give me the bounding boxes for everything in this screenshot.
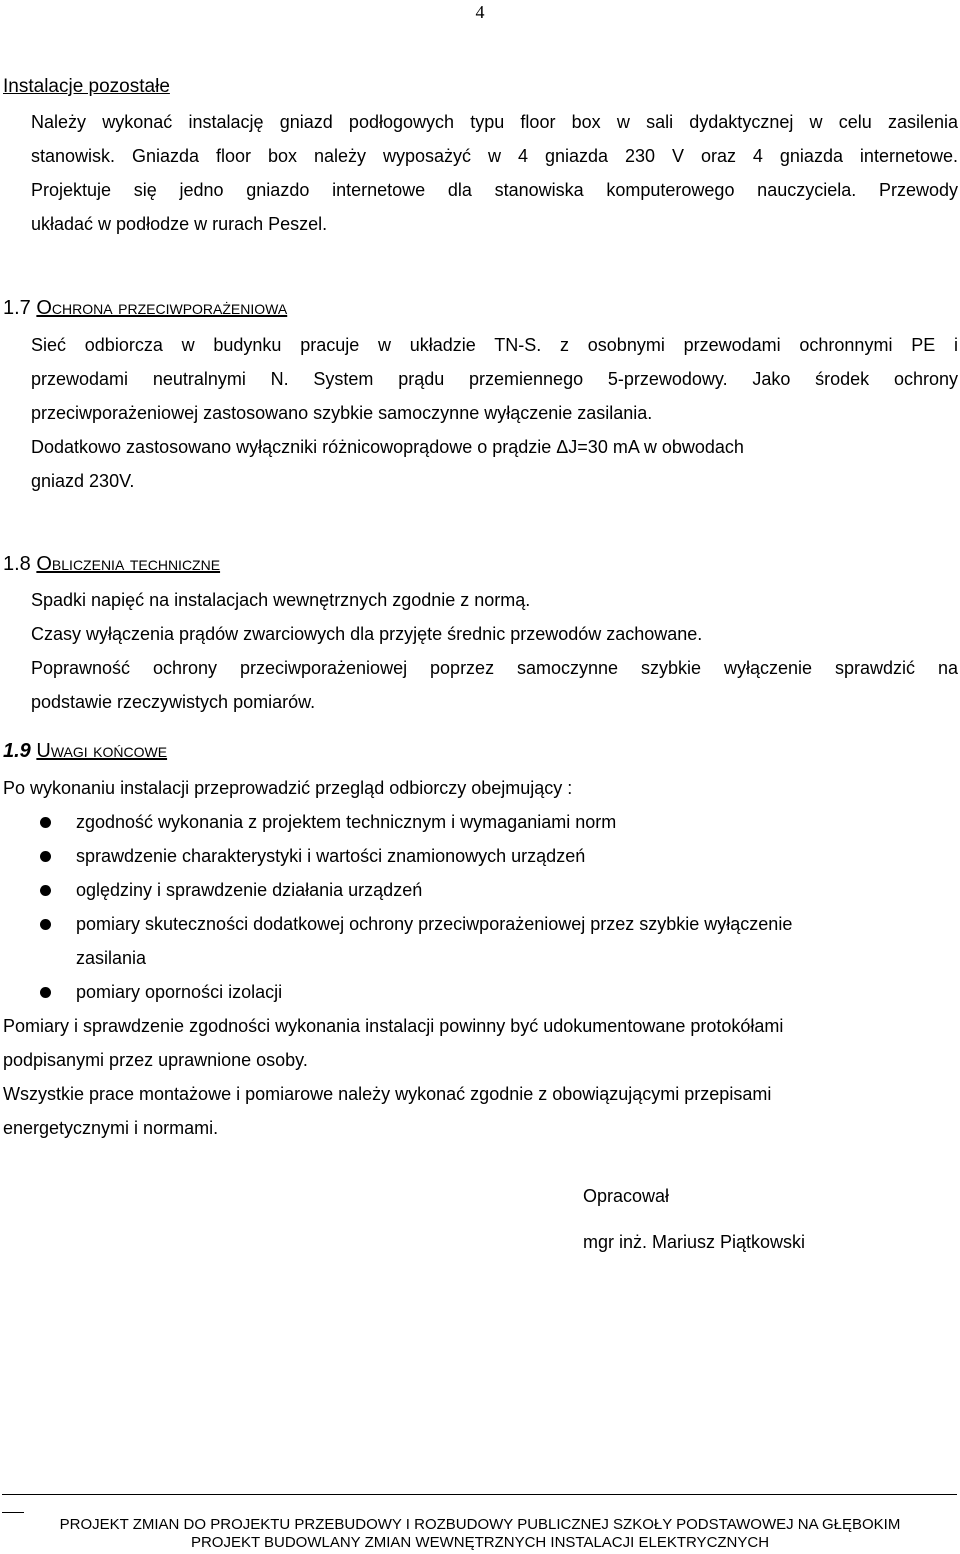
list-item-continuation: zasilania [76, 948, 147, 968]
page-number: 4 [475, 2, 485, 22]
section-heading-1-7 [3, 293, 287, 323]
paragraph-line: przewodami neutralnymi N. System prądu przemiennego 5-przewodowy. Jako środek ochrony [31, 369, 958, 389]
section-heading-1-9 [3, 736, 167, 766]
paragraph-line: podstawie rzeczywistych pomiarów. [31, 692, 316, 712]
section-title: Ochrona przeciwporażeniowa [36, 297, 288, 319]
paragraph-line: podpisanymi przez uprawnione osoby. [3, 1050, 308, 1070]
signature-label: Opracował [583, 1186, 670, 1206]
bullet-icon [40, 987, 51, 998]
paragraph-line: stanowisk. Gniazda floor box należy wyposażyć w 4 gniazda 230 V oraz 4 gniazda internetowe. [31, 146, 958, 166]
paragraph-line: Należy wykonać instalację gniazd podłogowych typu floor box w sali dydaktycznej w celu zasilenia [31, 112, 958, 132]
list-item: oględziny i sprawdzenie działania urządzeń [76, 880, 423, 900]
paragraph-line: Wszystkie prace montażowe i pomiarowe należy wykonać zgodnie z obowiązującymi przepisami [3, 1084, 772, 1104]
paragraph-line: Dodatkowo zastosowano wyłączniki różnicowoprądowe o prądzie ΔJ=30 mA w obwodach [31, 437, 744, 457]
bullet-icon [40, 919, 51, 930]
paragraph-line: Czasy wyłączenia prądów zwarciowych dla przyjęte średnic przewodów zachowane. [31, 624, 703, 644]
list-item: pomiary skuteczności dodatkowej ochrony przeciwporażeniowej przez szybkie wyłączenie [76, 914, 793, 934]
paragraph-line: Spadki napięć na instalacjach wewnętrznych zgodnie z normą. [31, 590, 531, 610]
paragraph-line: energetycznymi i normami. [3, 1118, 219, 1138]
list-item: sprawdzenie charakterystyki i wartości znamionowych urządzeń [76, 846, 586, 866]
footer-project-subtitle: PROJEKT BUDOWLANY ZMIAN WEWNĘTRZNYCH INSTALACJI ELEKTRYCZNYCH [190, 1534, 770, 1551]
footer-rule-stub [2, 1512, 24, 1513]
footer-rule [2, 1494, 957, 1495]
paragraph-line: Sieć odbiorcza w budynku pracuje w układzie TN-S. z osobnymi przewodami ochronnymi PE i [31, 335, 958, 355]
paragraph-line: gniazd 230V. [31, 471, 135, 491]
bullet-icon [40, 851, 51, 862]
list-item: zgodność wykonania z projektem technicznym i wymaganiami norm [76, 812, 617, 832]
section-title: Obliczenia techniczne [36, 553, 221, 575]
paragraph-line: Pomiary i sprawdzenie zgodności wykonania instalacji powinny być udokumentowane protokółami [3, 1016, 784, 1036]
signature-name: mgr inż. Mariusz Piątkowski [583, 1232, 806, 1252]
section-number: 1.7 [3, 297, 31, 319]
intro-line: Po wykonaniu instalacji przeprowadzić przegląd odbiorczy obejmujący : [3, 778, 573, 798]
paragraph-line: Poprawność ochrony przeciwporażeniowej poprzez samoczynne szybkie wyłączenie sprawdzić na [31, 658, 958, 678]
footer-project-title: PROJEKT ZMIAN DO PROJEKTU PRZEBUDOWY I ROZBUDOWY PUBLICZNEJ SZKOŁY PODSTAWOWEJ NA GŁĘBOKIM [59, 1516, 901, 1533]
section-number: 1.8 [3, 553, 31, 575]
section-title-other: Instalacje pozostałe [3, 76, 170, 97]
section-heading-1-8 [3, 549, 220, 579]
list-item: pomiary oporności izolacji [76, 982, 283, 1002]
section-title: Uwagi końcowe [36, 740, 168, 762]
bullet-icon [40, 817, 51, 828]
bullet-icon [40, 885, 51, 896]
paragraph-line: układać w podłodze w rurach Peszel. [31, 214, 328, 234]
paragraph-line: Projektuje się jedno gniazdo internetowe dla stanowiska komputerowego nauczyciela. Przewody [31, 180, 958, 200]
paragraph-line: przeciwporażeniowej zastosowano szybkie samoczynne wyłączenie zasilania. [31, 403, 653, 423]
section-number: 1.9 [3, 740, 31, 762]
